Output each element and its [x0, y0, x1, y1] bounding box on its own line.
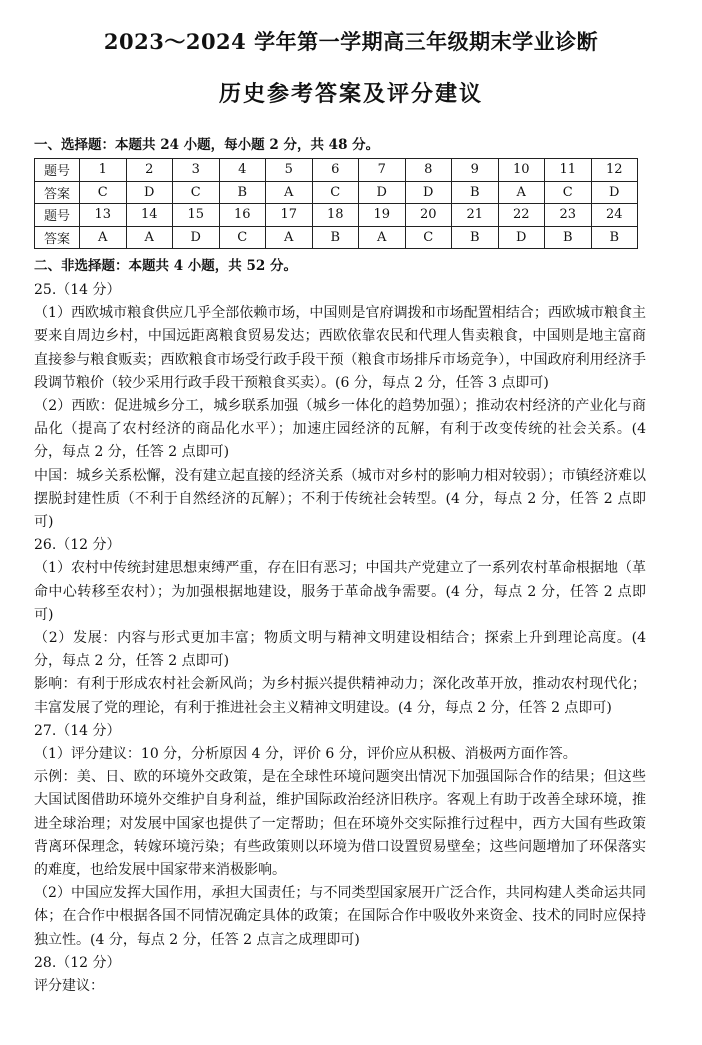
- cell: 7: [359, 159, 406, 182]
- cell: B: [312, 226, 359, 249]
- answer-paragraph: （2）发展：内容与形式更加丰富；物质文明与精神文明建设相结合；探索上升到理论高度。(4 分，每点 2 分，任答 2 点即可): [34, 630, 646, 670]
- answer-paragraph: （1）西欧城市粮食供应几乎全部依赖市场，中国则是官府调拨和市场配置相结合；西欧城市粮食主要来自周边乡村，中国远距离粮食贸易发达；西欧依靠农民和代理人售卖粮食，中国则是地主富商直接参与粮食贩卖；西欧粮食市场受行政手段干预（粮食市场排斥市场竞争），中国政府利用经济手段调节粮价（较少采用行政手段干预粮食买卖）。(6 分，每点 2 分，任答 3 点即可): [34, 305, 646, 391]
- answer-table: [34, 158, 638, 249]
- cell: 5: [266, 159, 313, 182]
- cell: 8: [405, 159, 452, 182]
- cell: 9: [452, 159, 499, 182]
- cell: C: [545, 181, 592, 204]
- row-label-question: 题号: [35, 204, 80, 227]
- answer-paragraph: （1）农村中传统封建思想束缚严重，存在旧有恶习；中国共产党建立了一系列农村革命根据地（革命中心转移至农村）；为加强根据地建设，服务于革命战争需要。(4 分，每点 2 分，任答 2 点即可): [34, 560, 646, 623]
- cell: 20: [405, 204, 452, 227]
- cell: 23: [545, 204, 592, 227]
- table-row: [35, 226, 638, 249]
- cell: 15: [173, 204, 220, 227]
- cell: D: [405, 181, 452, 204]
- cell: D: [126, 181, 173, 204]
- answer-paragraph: 评分建议：: [34, 978, 104, 995]
- question-header: 25.（14 分）: [34, 282, 121, 298]
- document-subtitle: 历史参考答案及评分建议: [218, 81, 483, 107]
- cell: B: [591, 226, 638, 249]
- cell: 10: [498, 159, 545, 182]
- table-row: [35, 159, 638, 182]
- cell: 18: [312, 204, 359, 227]
- answer-paragraph: （2）西欧：促进城乡分工，城乡联系加强（城乡一体化的趋势加强）；推动农村经济的产业化与商品化（提高了农村经济的商品化水平）；加速庄园经济的瓦解，有利于改变传统的社会关系。(4 分，每点 2 分，任答 2 点即可): [34, 398, 646, 461]
- cell: B: [452, 226, 499, 249]
- cell: 22: [498, 204, 545, 227]
- question-header: 28.（12 分）: [34, 954, 121, 971]
- cell: B: [219, 181, 266, 204]
- cell: 13: [80, 204, 127, 227]
- cell: 11: [545, 159, 592, 182]
- cell: B: [545, 226, 592, 249]
- cell: D: [359, 181, 406, 204]
- answer-paragraph: 中国：城乡关系松懈，没有建立起直接的经济关系（城市对乡村的影响力相对较弱）；市镇经济难以摆脱封建性质（不利于自然经济的瓦解）；不利于传统社会转型。(4 分，每点 2 分，任答 2 点即可): [34, 467, 646, 531]
- answer-paragraph: 影响：有利于形成农村社会新风尚；为乡村振兴提供精神动力；深化改革开放，推动农村现代化；丰富发展了党的理论，有利于推进社会主义精神文明建设。(4 分，每点 2 分，任答 2 点即可): [34, 676, 646, 716]
- row-label-question: 题号: [35, 159, 80, 182]
- cell: A: [126, 226, 173, 249]
- cell: 4: [219, 159, 266, 182]
- question-header: 26.（12 分）: [34, 537, 121, 554]
- answer-paragraph: 示例：美、日、欧的环境外交政策，是在全球性环境问题突出情况下加强国际合作的结果；但这些大国试图借助环境外交维护自身利益，维护国际政治经济旧秩序。客观上有助于改善全球环境，推进全球治理；对发展中国家也提供了一定帮助；但在环境外交实际推行过程中，西方大国有些政策背离环保理念，转嫁环境污染；有些政策则以环境为借口设置贸易壁垒；这些问题增加了环保落实的难度，也给发展中国家带来消极影响。: [34, 769, 646, 879]
- cell: A: [266, 226, 313, 249]
- cell: C: [80, 181, 127, 204]
- row-label-answer: 答案: [35, 226, 80, 249]
- document-title: 2023～2024 学年第一学期高三年级期末学业诊断: [103, 29, 599, 54]
- section2-body: [34, 279, 646, 998]
- cell: 3: [173, 159, 220, 182]
- row-label-answer: 答案: [35, 181, 80, 204]
- cell: A: [498, 181, 545, 204]
- answer-paragraph: （1）评分建议：10 分，分析原因 4 分，评价 6 分，评价应从积极、消极两方面作答。: [34, 746, 577, 763]
- cell: A: [266, 181, 313, 204]
- table-row: [35, 204, 638, 227]
- cell: 2: [126, 159, 173, 182]
- table-row: [35, 181, 638, 204]
- section2-heading: 二、非选择题：本题共 4 小题，共 52 分。: [34, 258, 297, 274]
- cell: C: [219, 226, 266, 249]
- cell: 24: [591, 204, 638, 227]
- cell: A: [80, 226, 127, 249]
- cell: D: [173, 226, 220, 249]
- cell: B: [452, 181, 499, 204]
- section1-heading: 一、选择题：本题共 24 小题，每小题 2 分，共 48 分。: [34, 137, 380, 153]
- answer-paragraph: （2）中国应发挥大国作用，承担大国责任；与不同类型国家展开广泛合作，共同构建人类命运共同体；在合作中根据各国不同情况确定具体的政策；在国际合作中吸收外来资金、技术的同时应保持独立性。(4 分，每点 2 分，任答 2 点言之成理即可): [34, 885, 646, 948]
- cell: C: [173, 181, 220, 204]
- cell: 19: [359, 204, 406, 227]
- cell: 14: [126, 204, 173, 227]
- cell: 21: [452, 204, 499, 227]
- cell: D: [498, 226, 545, 249]
- cell: 16: [219, 204, 266, 227]
- cell: D: [591, 181, 638, 204]
- question-header: 27.（14 分）: [34, 722, 121, 739]
- cell: 12: [591, 159, 638, 182]
- cell: C: [405, 226, 452, 249]
- cell: C: [312, 181, 359, 204]
- cell: 17: [266, 204, 313, 227]
- cell: 1: [80, 159, 127, 182]
- cell: 6: [312, 159, 359, 182]
- cell: A: [359, 226, 406, 249]
